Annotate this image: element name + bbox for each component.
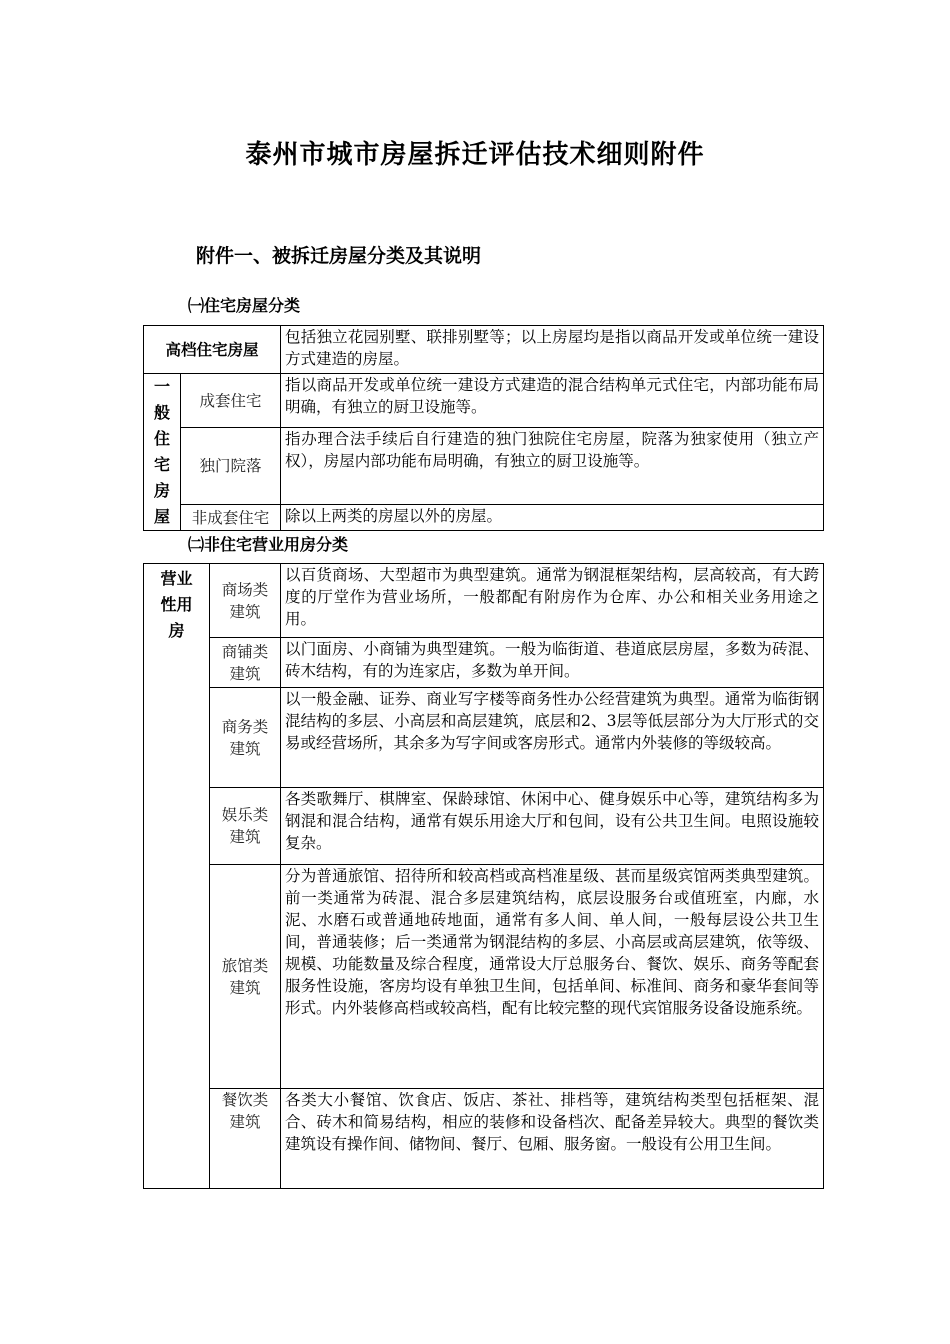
commercial-category-label: 营业 性用 房	[144, 564, 210, 1189]
high-end-label: 高档住宅房屋	[144, 326, 281, 374]
row-label: 商铺类 建筑	[210, 638, 281, 688]
row-desc: 指以商品开发或单位统一建设方式建造的混合结构单元式住宅，内部功能布局明确，有独立的厨卫设施等。	[281, 374, 824, 428]
table-row	[144, 788, 824, 865]
row-desc: 指办理合法手续后自行建造的独门独院住宅房屋，院落为独家使用（独立产权），房屋内部功能布局明确，有独立的厨卫设施等。	[281, 428, 824, 505]
row-label: 旅馆类 建筑	[210, 865, 281, 1089]
table-row	[144, 865, 824, 1089]
section-residential-heading: ㈠住宅房屋分类	[188, 296, 301, 315]
table-row	[144, 326, 824, 374]
row-label: 商务类 建筑	[210, 688, 281, 788]
table-row	[144, 638, 824, 688]
row-label: 非成套住宅	[181, 505, 281, 531]
row-desc: 除以上两类的房屋以外的房屋。	[281, 505, 824, 531]
general-residential-label: 一 般 住 宅 房 屋	[144, 374, 181, 531]
table-row	[144, 688, 824, 788]
table-row	[144, 1089, 824, 1189]
table-row	[144, 428, 824, 505]
row-desc: 以门面房、小商铺为典型建筑。一般为临街道、巷道底层房屋，多数为砖混、砖木结构，有的为连家店，多数为单开间。	[281, 638, 824, 688]
row-label: 独门院落	[181, 428, 281, 505]
row-desc: 各类歌舞厅、棋牌室、保龄球馆、休闲中心、健身娱乐中心等，建筑结构多为钢混和混合结构，通常有娱乐用途大厅和包间，设有公共卫生间。电照设施较复杂。	[281, 788, 824, 865]
row-desc: 各类大小餐馆、饮食店、饭店、茶社、排档等，建筑结构类型包括框架、混合、砖木和简易结构，相应的装修和设备档次、配备差异较大。典型的餐饮类建筑设有操作间、储物间、餐厅、包厢、服务窗。一般设有公用卫生间。	[281, 1089, 824, 1189]
row-desc: 以百货商场、大型超市为典型建筑。通常为钢混框架结构，层高较高，有大跨度的厅堂作为营业场所，一般都配有附房作为仓库、办公和相关业务用途之用。	[281, 564, 824, 638]
residential-classification-table	[143, 325, 824, 531]
table-row	[144, 564, 824, 638]
row-label: 娱乐类 建筑	[210, 788, 281, 865]
table-row	[144, 505, 824, 531]
table-row	[144, 374, 824, 428]
high-end-desc: 包括独立花园别墅、联排别墅等；以上房屋均是指以商品开发或单位统一建设方式建造的房屋。	[281, 326, 824, 374]
commercial-classification-table	[143, 563, 824, 1189]
row-desc: 分为普通旅馆、招待所和较高档或高档准星级、甚而星级宾馆两类典型建筑。前一类通常为砖混、混合多层建筑结构，底层设服务台或值班室，内廊，水泥、水磨石或普通地砖地面，通常有多人间、单人间，一般每层设公共卫生间，普通装修；后一类通常为钢混结构的多层、小高层或高层建筑，依等级、规模、功能数量及综合程度，通常设大厅总服务台、餐饮、娱乐、商务等配套服务性设施，客房均设有单独卫生间，包括单间、标准间、商务和豪华套间等形式。内外装修高档或较高档，配有比较完整的现代宾馆服务设备设施系统。	[281, 865, 824, 1089]
page-title: 泰州市城市房屋拆迁评估技术细则附件	[245, 140, 705, 170]
row-label: 成套住宅	[181, 374, 281, 428]
annex-heading: 附件一、被拆迁房屋分类及其说明	[196, 245, 482, 267]
row-label: 商场类 建筑	[210, 564, 281, 638]
row-label: 餐饮类 建筑	[210, 1089, 281, 1189]
row-desc: 以一般金融、证券、商业写字楼等商务性办公经营建筑为典型。通常为临街钢混结构的多层、小高层和高层建筑，底层和2、3层等低层部分为大厅形式的交易或经营场所，其余多为写字间或客房形式。通常内外装修的等级较高。	[281, 688, 824, 788]
section-commercial-heading: ㈡非住宅营业用房分类	[188, 535, 349, 554]
